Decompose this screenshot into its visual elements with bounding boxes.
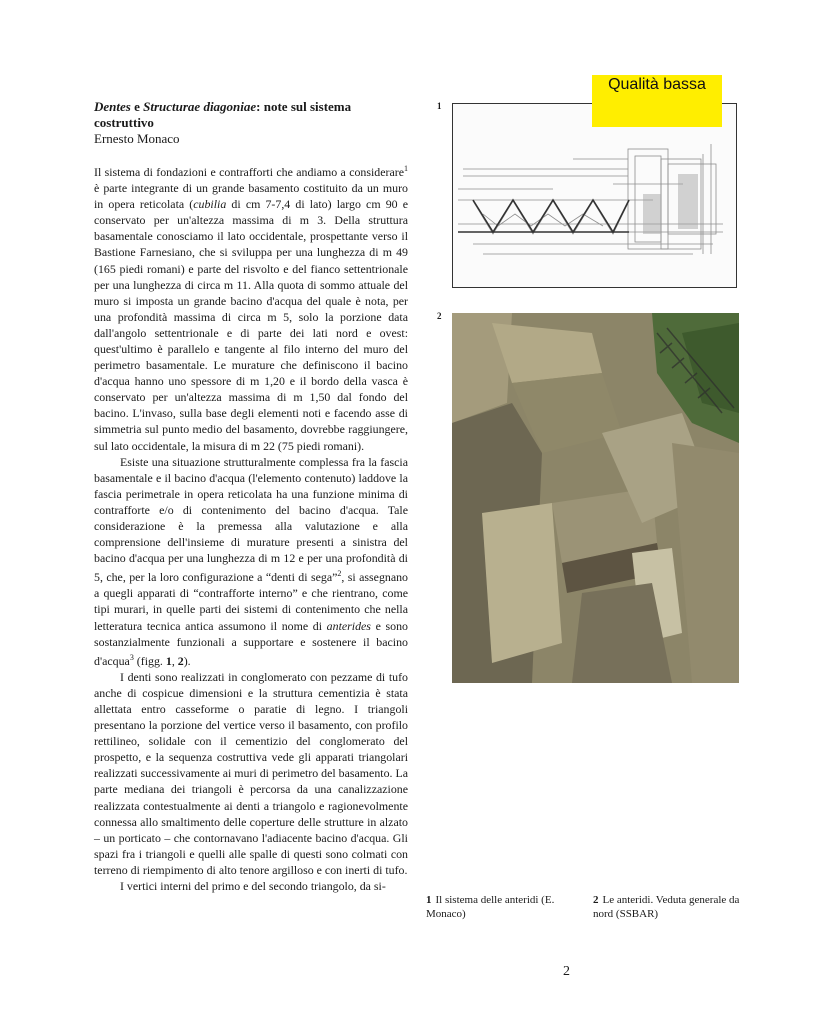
footnote-ref-3: 3 — [129, 652, 134, 662]
footnote-ref-1: 1 — [404, 164, 408, 173]
caption-1-text: Il sistema delle anteridi (E. Monaco) — [426, 894, 555, 920]
caption-figure-2 — [593, 893, 743, 921]
figure-1-drawing — [452, 103, 737, 288]
anterides-plan-drawing — [453, 104, 737, 288]
paragraph-4: I vertici interni del primo e del secondo triangolo, da si- — [120, 879, 386, 894]
figure-1-number: 1 — [437, 101, 442, 111]
page-number: 2 — [563, 964, 570, 979]
caption-figure-1 — [426, 893, 576, 921]
article — [94, 99, 408, 894]
excavation-photo — [452, 313, 739, 683]
article-author: Ernesto Monaco — [94, 131, 180, 146]
paragraph-1: Il sistema di fondazioni e contrafforti che andiamo a considerare$^1$ è parte integrante di un grande basamento costituito da un muro in opera reticolata (cubilia di cm 7-7,4 di lato) largo cm 90 e conservato per un'altezza massima di m 3. Della struttura basamentale conosciamo il lato occidentale, prospettante verso il Bastione Farnesiano, che si sviluppa per una lunghezza di m 49 (165 piedi romani) e parte del risvolto e del fianco settentrionale per una lunghezza di circa m 11. Alla quota di sommo attuale del muro si imposta un grande bacino d'acqua del quale è nota, per una profondità massima di circa m 5, solo la porzione data dall'angolo settentrionale e di parte dei lati nord e ovest: quest'ultimo è parallelo e tangente al filo interno del muro del perimetro basamentale. Le murature che definiscono il bacino d'acqua hanno uno spessore di m 1,20 e il bordo della vasca è conservato per un'altezza massima di m 1,50 dal fondo del bacino. L'invaso, sulla base degli elementi noti e facendo asse di simmetria sul punto medio del basamento, dovrebbe raggiungere, sul lato occidentale, la misura di m 22 (75 piedi romani). — [94, 164, 409, 453]
footnote-ref-2: 2 — [337, 569, 342, 579]
paragraph-3: I denti sono realizzati in conglomerato con pezzame di tufo anche di cospicue dimensioni e la struttura cementizia è stata allettata entro casseforme o paratie di legno. I triangoli presentano la porzione del vertice verso il basamento, con profilo rettilineo, solidale con il cementizio del conglomerato del prospetto, e la sequenza costruttiva vede gli apparati triangolari realizzati successivamente ai muri di perimetro del basamento. La parte mediana dei triangoli è percorsa da una canalizzazione realizzata contestualmente ai denti a triangolo e ragionevolmente connessa allo smaltimento delle coperture delle strutture in alzato – un porticato – che contornavano l'adiacente bacino d'acqua. Gli spazi fra i triangoli e quelli alle spalle di questi sono colmati con terreno di riempimento di alto tenore argilloso e con inerti di tufo. — [94, 669, 408, 877]
caption-1-number: 1 — [426, 894, 432, 906]
caption-2-text: Le anteridi. Veduta generale da nord (SSBAR) — [593, 894, 740, 920]
article-title: Dentes e Structurae diagoniae: note sul sistema costruttivo — [94, 99, 352, 130]
figure-2-photo — [452, 313, 739, 683]
paragraph-2: Esiste una situazione strutturalmente complessa fra la fascia basamentale e il bacino d'acqua (l'elemento contenuto) laddove la fascia perimetrale in opera reticolata ha una funzione minima di contrafforte e/o di contenimento del bacino d'acqua. Tale considerazione è la premessa alla valutazione e alla comprensione dell'insieme di murature presenti a sinistra del bacino d'acqua per una lunghezza di m 12 e per una profondità di 5, che, per la loro configurazione a “denti di sega”$^2$, si assegnano a quegli apparati di “contrafforte interno” e che rientrano, come tipi murari, in quelle parti dei sistemi di contenimento che nella letteratura tecnica antica assumono il nome di anterides e sono sostanzialmente funzionali a supportare e sostenere il bacino d'acqua$^3$ (figg. 1, 2). — [94, 454, 409, 668]
low-quality-badge: Qualità bassa — [592, 75, 722, 127]
figure-2-number: 2 — [437, 311, 442, 321]
caption-2-number: 2 — [593, 894, 599, 906]
